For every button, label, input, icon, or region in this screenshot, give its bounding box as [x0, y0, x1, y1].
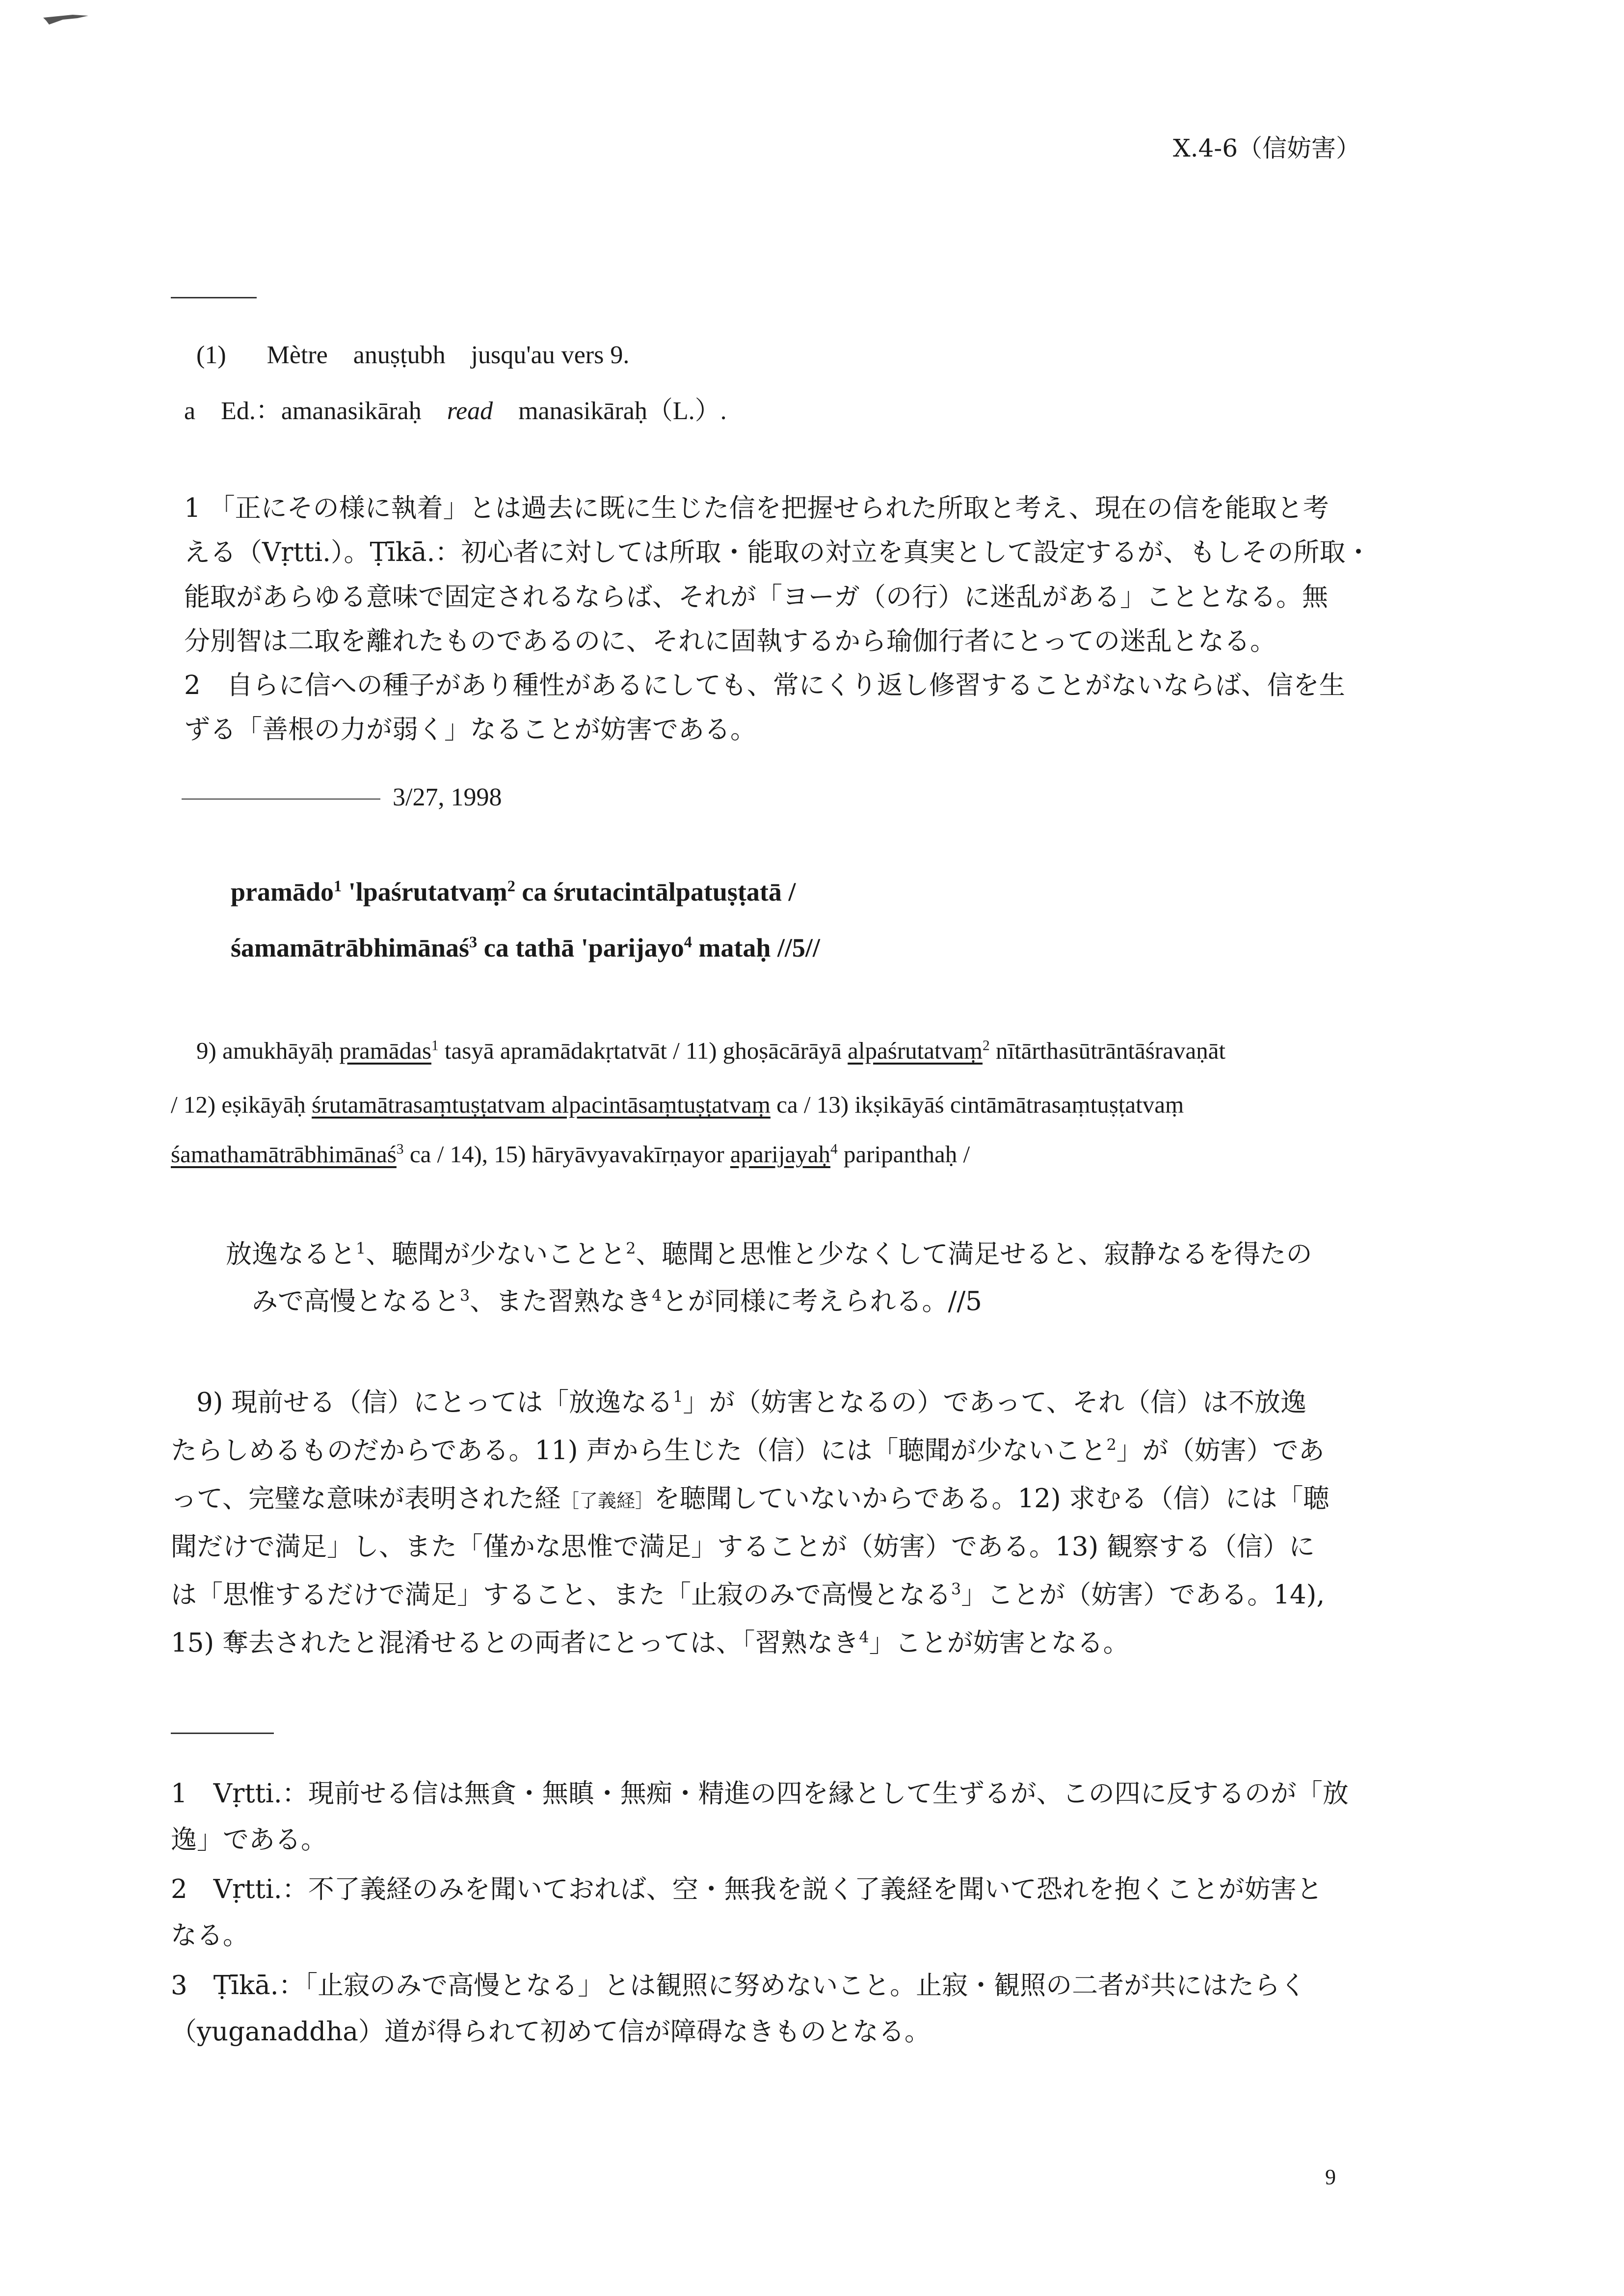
edition-note-suffix: manasikāraḥ（L.）. [493, 397, 727, 425]
tc-text: 9) 現前せる（信）にとっては「放逸なる [196, 1388, 673, 1417]
page-number: 9 [1325, 2165, 1336, 2189]
note-1-line-3: 能取があらゆる意味で固定されるならば、それが「ヨーガ（の行）に迷乱がある」こととなる。無 [184, 582, 1328, 612]
tc-text: 」が（妨害）であ [1116, 1436, 1325, 1466]
tv-text: 、聴聞と思惟と少なくして満足せると、寂静なるを得たの [636, 1239, 1312, 1269]
verse-line-1 [231, 877, 796, 907]
tv-text: みで高慢となると [252, 1286, 460, 1316]
tv-text: 放逸なると [226, 1239, 356, 1269]
commentary-translation-line-1 [196, 1382, 1306, 1419]
note-1-line-2: える（Vṛtti.）。Ṭīkā.：初心者に対しては所取・能取の対立を真実として設定するが、もしその所取・ [184, 537, 1372, 567]
commentary-skt-line-1 [196, 1037, 1225, 1065]
verse-word: ca śrutacintālpatuṣṭatā / [515, 877, 796, 907]
verse-ref: 4 [684, 934, 692, 951]
skt-text: 9) amukhāyāḥ [196, 1037, 340, 1064]
footnote-1-line-2: 逸」である。 [171, 1825, 327, 1855]
note-2-line-1: 2 自らに信への種子があり種性があるにしても、常にくり返し修習することがないならば、信を生 [184, 670, 1345, 700]
commentary-translation-line-3 [171, 1478, 1329, 1515]
commentary-translation-line-6 [171, 1622, 1129, 1659]
verse-ref: 2 [507, 878, 515, 895]
skt-underlined: alpaśrutatvaṃ [848, 1037, 983, 1064]
footnote-3-line-2: （yuganaddha）道が得られて初めて信が障碍なきものとなる。 [171, 2017, 931, 2047]
verse-word: 'lpaśrutatvaṃ [342, 877, 507, 907]
tc-text: 」ことが妨害となる。 [869, 1628, 1129, 1658]
commentary-translation-line-5 [171, 1574, 1325, 1611]
skt-text: paripanthaḥ / [837, 1141, 970, 1168]
tc-ref: 2 [1106, 1436, 1117, 1454]
tc-text: 」ことが（妨害）である。14), [961, 1580, 1325, 1610]
tv-ref: 4 [652, 1286, 662, 1305]
skt-underlined: pramādas [339, 1037, 431, 1064]
skt-ref: 4 [830, 1141, 838, 1157]
note-date: 3/27, 1998 [393, 783, 502, 811]
commentary-translation-line-2 [171, 1430, 1325, 1467]
skt-text: / 12) eṣikāyāḥ [171, 1091, 312, 1118]
tv-text: 、聴聞が少ないことと [366, 1239, 626, 1269]
date-rule [182, 799, 380, 800]
tc-ref: 1 [673, 1388, 683, 1406]
footnote-separator [171, 1733, 274, 1734]
edition-note-read: read [447, 397, 493, 425]
commentary-skt-line-2 [171, 1091, 1184, 1119]
note-1-line-1: 1 「正にその様に執着」とは過去に既に生じた信を把握せられた所取と考え、現在の信を能取と考 [184, 493, 1329, 523]
tc-text: たらしめるものだからである。11) 声から生じた（信）には「聴聞が少ないこと [171, 1436, 1107, 1466]
skt-underlined: aparijayaḥ [730, 1141, 830, 1168]
edition-note [184, 390, 727, 427]
verse-translation-line-1 [226, 1233, 1312, 1271]
commentary-translation-line-4: 聞だけで満足」し、また「僅かな思惟で満足」することが（妨害）である。13) 観察する（信）に [171, 1532, 1315, 1562]
verse-line-2 [231, 933, 820, 963]
tv-text: とが同様に考えられる。//5 [662, 1286, 982, 1316]
skt-text: nītārthasūtrāntāśravaṇāt [989, 1037, 1225, 1064]
tc-ref: 4 [859, 1628, 869, 1647]
tc-text: は「思惟するだけで満足」すること、また「止寂のみで高慢となる [171, 1580, 951, 1610]
note-1-line-4: 分別智は二取を離れたものであるのに、それに固執するから瑜伽行者にとっての迷乱となる。 [184, 626, 1276, 656]
tc-text: 15) 奪去されたと混淆せるとの両者にとっては、「習熟なき [171, 1628, 859, 1658]
tc-bracket-note: ［了義経］ [560, 1490, 654, 1512]
footnote-2-line-2: なる。 [171, 1921, 249, 1950]
skt-underlined: śrutamātrasaṃtuṣṭatvam alpacintāsaṃtuṣṭatvaṃ [312, 1091, 771, 1118]
verse-word: śamamātrābhimānaś [231, 933, 470, 962]
note-separator-top [171, 297, 257, 298]
tv-ref: 2 [626, 1239, 636, 1258]
tv-ref: 3 [460, 1286, 470, 1305]
metre-note-text: Mètre anuṣṭubh jusqu'au vers 9. [266, 341, 630, 369]
running-header: X.4-6（信妨害） [1173, 134, 1361, 162]
metre-note [196, 334, 629, 371]
tc-text: を聴聞していないからである。12) 求むる（信）には「聴 [653, 1484, 1330, 1514]
footnote-1-line-1: 1 Vṛtti.：現前せる信は無貪・無瞋・無痴・精進の四を縁として生ずるが、この四に反するのが「放 [171, 1779, 1349, 1809]
note-2-line-2: ずる「善根の力が弱く」なることが妨害である。 [184, 715, 756, 745]
footnote-3-line-1: 3 Ṭīkā.：「止寂のみで高慢となる」とは観照に努めないこと。止寂・観照の二者が共にはたらく [171, 1971, 1306, 2001]
edition-note-prefix: a Ed.：amanasikāraḥ [184, 397, 447, 425]
skt-underlined: śamathamātrābhimānaś [171, 1141, 397, 1168]
verse-translation-line-2 [252, 1281, 982, 1318]
skt-ref: 2 [983, 1038, 990, 1054]
tc-text: 」が（妨害となるの）であって、それ（信）は不放逸 [683, 1388, 1306, 1417]
verse-word: pramādo [231, 877, 334, 907]
scan-artifact-mark [43, 14, 88, 25]
skt-text: ca / 14), 15) hāryāvyavakīrṇayor [403, 1141, 730, 1168]
verse-ref: 3 [469, 934, 478, 951]
verse-ref: 1 [334, 878, 342, 895]
skt-ref: 1 [431, 1038, 439, 1054]
tc-text: って、完璧な意味が表明された経 [171, 1484, 560, 1514]
skt-text: tasyā apramādakṛtatvāt / 11) ghoṣācārāyā [438, 1037, 848, 1064]
commentary-skt-line-3 [171, 1140, 970, 1168]
tv-text: 、また習熟なき [470, 1286, 652, 1316]
skt-text: ca / 13) ikṣikāyāś cintāmātrasaṃtuṣṭatvaṃ [770, 1091, 1184, 1118]
skt-ref: 3 [396, 1141, 404, 1157]
metre-note-number: (1) [196, 341, 226, 369]
verse-word: mataḥ //5// [692, 933, 820, 962]
footnote-2-line-1: 2 Vṛtti.：不了義経のみを聞いておれば、空・無我を説く了義経を聞いて恐れを抱くことが妨害と [171, 1874, 1323, 1904]
tv-ref: 1 [356, 1239, 366, 1258]
verse-word: ca tathā 'parijayo [477, 933, 684, 962]
tc-ref: 3 [951, 1580, 961, 1599]
